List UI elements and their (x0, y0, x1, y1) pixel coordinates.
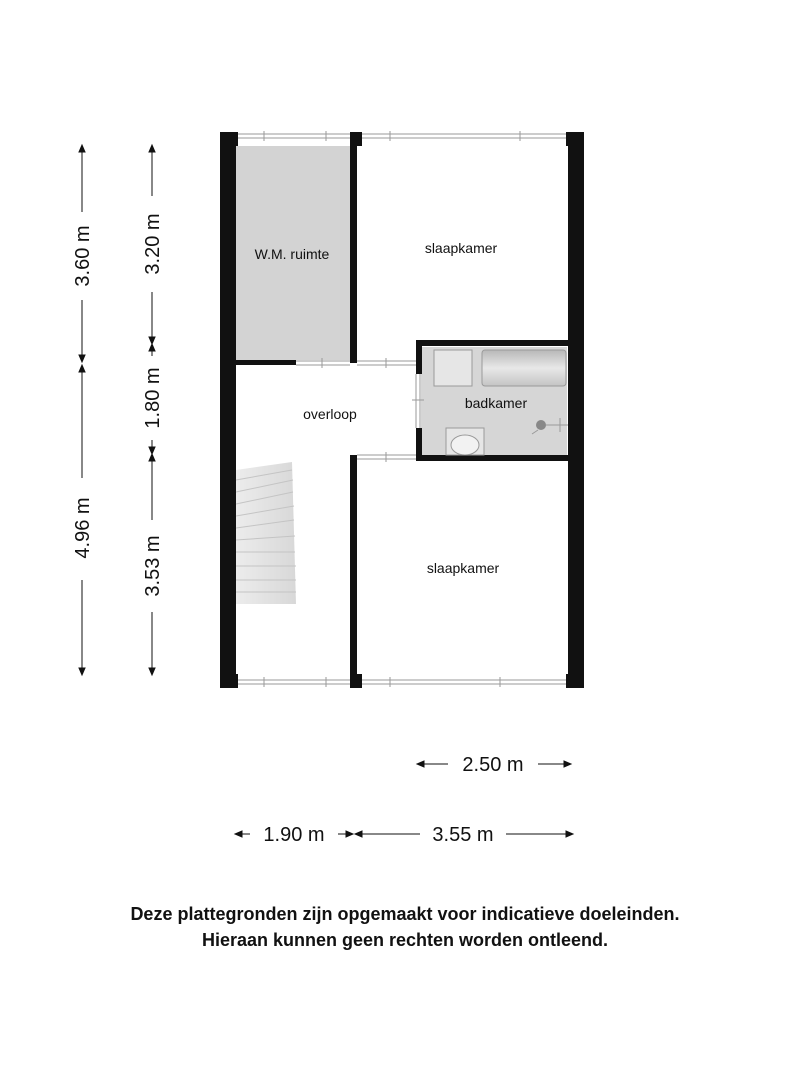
stairs (236, 462, 296, 604)
cabinet (434, 350, 472, 386)
wm-ruimte-label: W.M. ruimte (254, 246, 330, 262)
dim-left-outer-bottom: 4.96 m (72, 497, 94, 559)
dim-bottom-right: 3.55 m (432, 824, 494, 846)
dim-left-inner-bottom: 3.53 m (142, 535, 164, 597)
dim-bottom-left: 1.90 m (263, 824, 325, 846)
slaapkamer-bottom-label: slaapkamer (426, 560, 500, 576)
bathtub (482, 350, 566, 386)
shower-drain (536, 420, 546, 430)
dim-left-inner-middle: 1.80 m (142, 367, 164, 429)
dim-left-inner-top: 3.20 m (142, 213, 164, 275)
sink-bowl (451, 435, 479, 455)
slaapkamer-top-label: slaapkamer (424, 240, 498, 256)
disclaimer-line-2: Hieraan kunnen geen rechten worden ontleend. (201, 930, 609, 950)
dim-bottom-badkamer: 2.50 m (462, 754, 524, 776)
dim-left-outer-top: 3.60 m (72, 225, 94, 287)
overloop-label: overloop (303, 406, 357, 422)
badkamer-label: badkamer (464, 395, 528, 411)
disclaimer-line-1: Deze plattegronden zijn opgemaakt voor indicatieve doeleinden. (130, 904, 680, 924)
